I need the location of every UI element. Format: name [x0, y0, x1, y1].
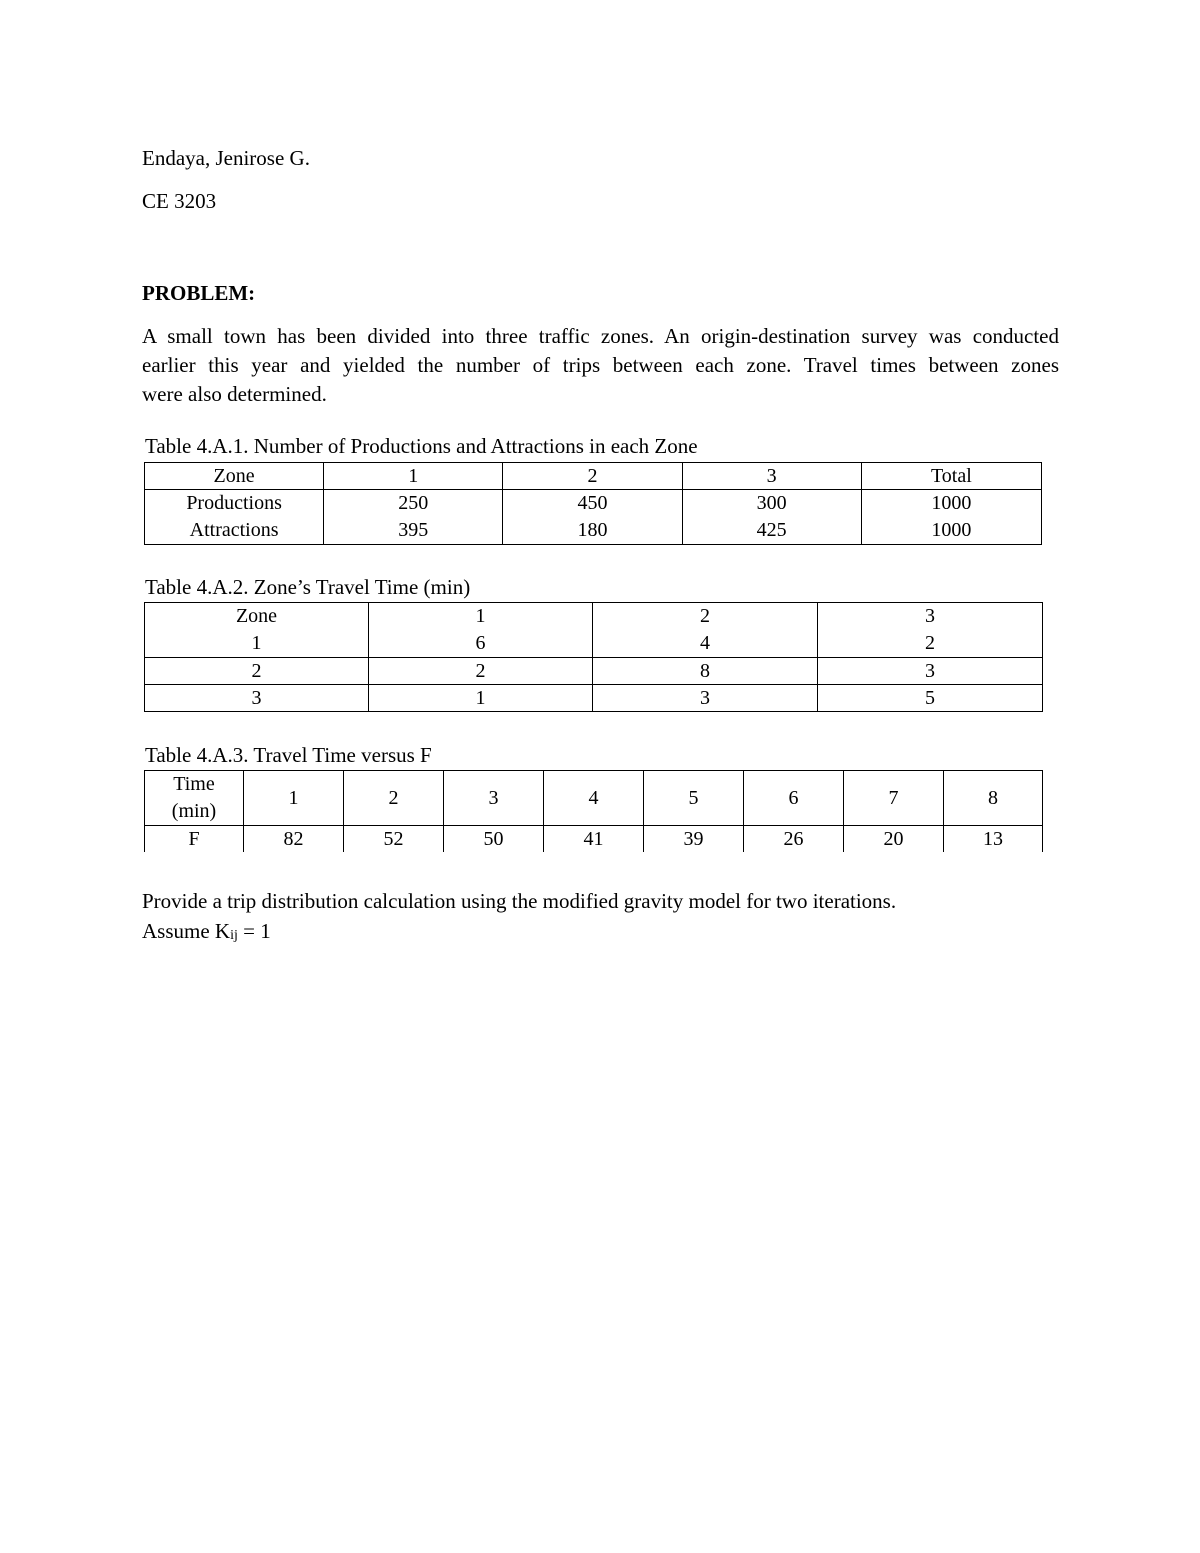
attractions-total: 1000: [931, 519, 972, 541]
row-label: F: [145, 826, 244, 853]
f-value: 52: [344, 826, 444, 853]
problem-statement: [142, 322, 1059, 409]
problem-line-2: earlier this year and yielded the number of trips between each zone. Travel times between zones: [142, 353, 1059, 377]
travel-time-value: 4: [700, 632, 710, 654]
table-header-cell: 5: [644, 771, 744, 826]
productions-attractions-table: [144, 462, 1042, 545]
travel-time-value: 5: [818, 685, 1043, 712]
table-header-cell: 7: [844, 771, 944, 826]
travel-time-value: 3: [818, 658, 1043, 685]
table-cell: [145, 603, 369, 658]
table-header-cell: Zone: [145, 463, 324, 490]
f-value: 26: [744, 826, 844, 853]
table-header-row: [145, 771, 1043, 826]
table-row: [145, 603, 1043, 658]
table-header-cell: 1: [244, 771, 344, 826]
f-value: 13: [944, 826, 1043, 853]
table-header-cell: 8: [944, 771, 1043, 826]
travel-time-vs-f-table: [144, 770, 1043, 852]
table-header-row: [145, 463, 1042, 490]
course-code: CE 3203: [142, 189, 217, 213]
attractions-zone-1: 395: [398, 519, 429, 541]
assume-prefix: Assume K: [142, 919, 231, 943]
productions-total: 1000: [931, 492, 972, 514]
assume-subscript: ij: [230, 928, 238, 943]
problem-line-1: A small town has been divided into three traffic zones. An origin-destination survey was conducted: [142, 324, 1059, 348]
problem-line-3: were also determined.: [142, 382, 327, 406]
assume-suffix: = 1: [237, 919, 271, 943]
problem-heading: PROBLEM:: [142, 281, 256, 305]
table-cell: [818, 603, 1043, 658]
row-label: 1: [251, 632, 262, 654]
f-value: 41: [544, 826, 644, 853]
productions-zone-2: 450: [577, 492, 608, 514]
table-row: [145, 490, 1042, 545]
table-header-cell: 6: [744, 771, 844, 826]
table2-caption: Table 4.A.2. Zone’s Travel Time (min): [145, 575, 471, 599]
productions-zone-1: 250: [398, 492, 429, 514]
travel-time-value: 6: [475, 632, 486, 654]
table-header-cell: 2: [700, 605, 710, 627]
table-header-cell: 2: [344, 771, 444, 826]
travel-time-value: 3: [593, 685, 818, 712]
travel-time-value: 1: [369, 685, 593, 712]
table-header-cell: 4: [544, 771, 644, 826]
table-header-cell: Total: [861, 463, 1041, 490]
table-header-cell: [145, 771, 244, 826]
table-cell: [369, 603, 593, 658]
table-header-cell: 3: [444, 771, 544, 826]
travel-time-table: [144, 602, 1043, 712]
assumption-line: [142, 919, 271, 947]
table-header-cell: 1: [324, 463, 503, 490]
travel-time-value: 8: [593, 658, 818, 685]
table-cell: [145, 490, 324, 545]
travel-time-value: 2: [925, 632, 935, 654]
table-header-cell: 3: [682, 463, 861, 490]
table-header-cell: 3: [925, 605, 935, 627]
table3-caption: Table 4.A.3. Travel Time versus F: [145, 743, 432, 767]
table-header-cell: Zone: [235, 605, 278, 627]
row-label-productions: Productions: [186, 492, 282, 514]
row-label: 2: [145, 658, 369, 685]
table-cell: [593, 603, 818, 658]
table-cell: [861, 490, 1041, 545]
table-header-cell: 2: [503, 463, 682, 490]
table-header-cell: 1: [475, 605, 486, 627]
table-row: [145, 826, 1043, 853]
row-label: 3: [145, 685, 369, 712]
time-label: Time: [173, 773, 215, 795]
table1-caption: Table 4.A.1. Number of Productions and Attractions in each Zone: [145, 434, 698, 458]
table-row: [145, 685, 1043, 712]
travel-time-value: 2: [369, 658, 593, 685]
f-value: 50: [444, 826, 544, 853]
f-value: 20: [844, 826, 944, 853]
table-cell: [682, 490, 861, 545]
f-value: 82: [244, 826, 344, 853]
task-instruction: Provide a trip distribution calculation using the modified gravity model for two iterations.: [142, 889, 897, 913]
min-label: (min): [171, 800, 217, 822]
table-row: [145, 658, 1043, 685]
f-value: 39: [644, 826, 744, 853]
table-cell: [324, 490, 503, 545]
table-cell: [503, 490, 682, 545]
productions-zone-3: 300: [756, 492, 787, 514]
row-label-attractions: Attractions: [189, 519, 279, 541]
attractions-zone-2: 180: [577, 519, 608, 541]
attractions-zone-3: 425: [756, 519, 787, 541]
student-name: Endaya, Jenirose G.: [142, 146, 310, 170]
